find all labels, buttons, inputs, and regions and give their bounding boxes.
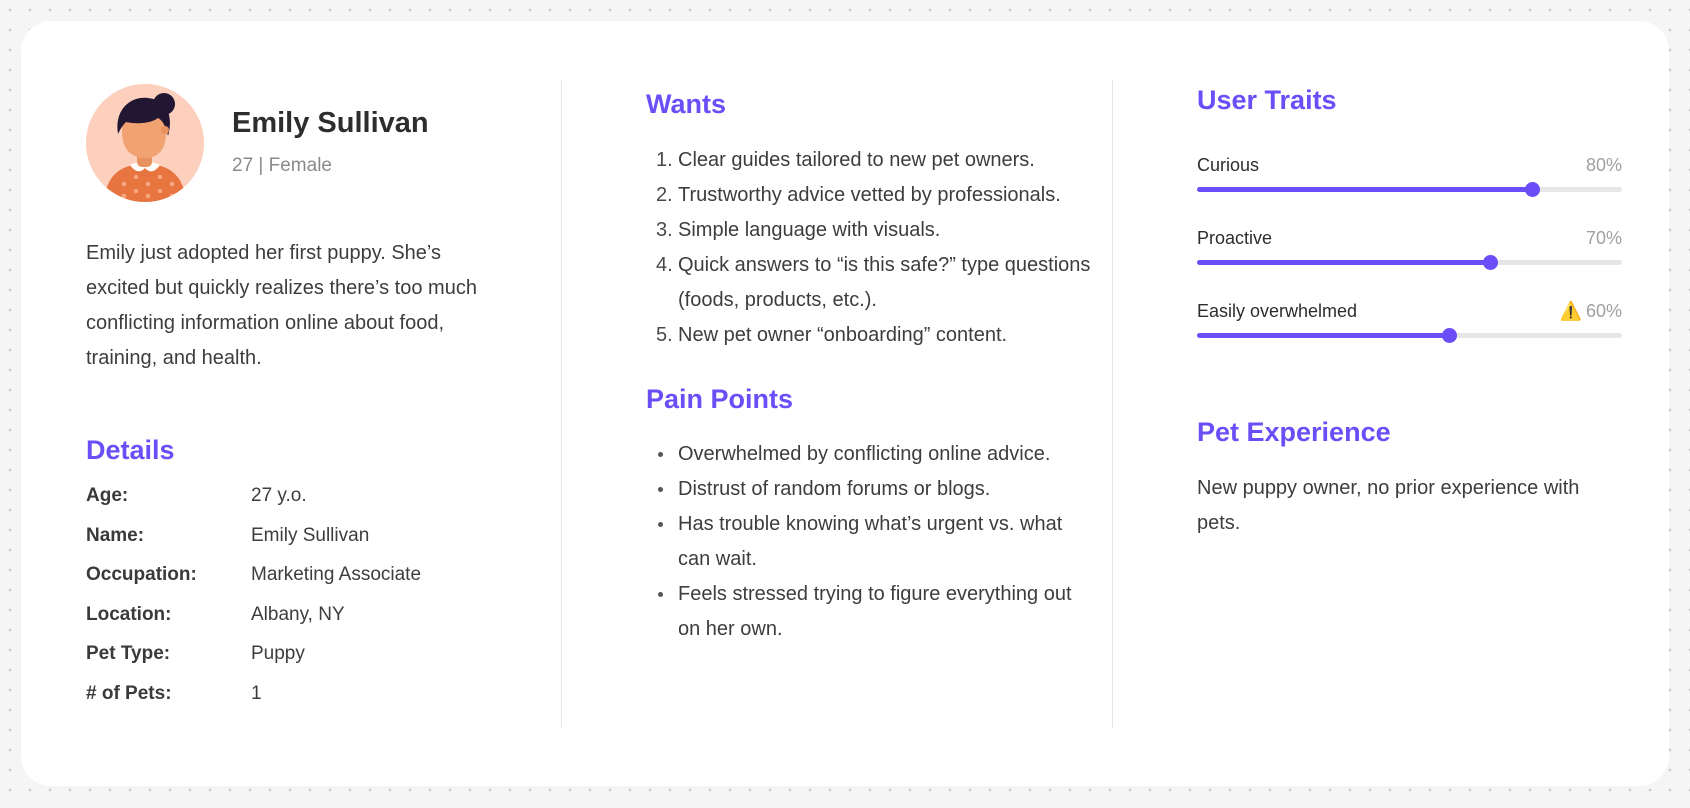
list-item: [678, 577, 1098, 647]
trait-percent: 70%: [1585, 228, 1622, 248]
trait-curious: [1197, 155, 1622, 195]
persona-age-gender: 27 | Female: [232, 155, 332, 176]
detail-label: Location:: [86, 603, 172, 625]
trait-slider-track: [1197, 260, 1622, 265]
list-item-text: New pet owner “onboarding” content.: [678, 324, 1008, 346]
profile-column: [21, 21, 561, 786]
detail-label: Pet Type:: [86, 643, 171, 664]
trait-percent: 60%: [1585, 301, 1622, 321]
list-item-text: Simple language with visuals.: [678, 219, 941, 241]
persona-bio: Emily just adopted her first puppy. She’s excited but quickly realizes there’s too much conflicting information online about food, training, and health.: [86, 242, 477, 369]
detail-value: Puppy: [251, 643, 305, 664]
trait-slider-track: [1197, 187, 1622, 192]
trait-label: Proactive: [1197, 228, 1273, 248]
avatar: [86, 84, 204, 202]
list-item-text: Trustworthy advice vetted by professionals.: [678, 184, 1061, 206]
pet-experience-heading: Pet Experience: [1197, 417, 1391, 447]
trait-label: Curious: [1197, 155, 1260, 175]
list-number: 2.: [656, 184, 673, 206]
trait-proactive: [1197, 228, 1622, 268]
wants-list: [656, 143, 1098, 353]
trait-slider-track: [1197, 333, 1622, 338]
detail-value: Emily Sullivan: [251, 524, 370, 546]
list-number: 4.: [656, 254, 673, 276]
detail-label: Occupation:: [86, 564, 197, 585]
list-item: [678, 437, 1098, 472]
list-item-text: Quick answers to “is this safe?” type questions (foods, products, etc.).: [678, 254, 1091, 311]
user-traits-heading: User Traits: [1197, 85, 1337, 115]
detail-value: 1: [251, 682, 262, 704]
detail-label: Name:: [86, 524, 145, 546]
pet-experience-text: New puppy owner, no prior experience with pets.: [1197, 477, 1580, 534]
detail-value: Marketing Associate: [251, 564, 422, 585]
list-item: [656, 318, 1098, 353]
wants-heading: Wants: [646, 89, 726, 119]
list-number: 3.: [656, 219, 673, 241]
trait-percent: 80%: [1585, 155, 1622, 175]
bullet-icon: [658, 522, 663, 527]
persona-card: [21, 21, 1669, 786]
list-item: [656, 248, 1098, 318]
bullet-icon: [658, 452, 663, 457]
detail-label: Age:: [86, 485, 129, 506]
trait-easily-overwhelmed: [1197, 301, 1622, 341]
list-item: [656, 213, 1098, 248]
list-item-text: Feels stressed trying to figure everything out on her own.: [678, 583, 1072, 640]
trait-slider-fill: [1197, 187, 1533, 192]
trait-slider-fill: [1197, 260, 1490, 265]
list-item-text: Overwhelmed by conflicting online advice.: [678, 443, 1051, 465]
list-item-text: Has trouble knowing what’s urgent vs. what can wait.: [678, 513, 1063, 570]
persona-name: Emily Sullivan: [232, 107, 429, 139]
list-item: [656, 178, 1098, 213]
warning-icon: ⚠️: [1559, 301, 1582, 321]
trait-label: Easily overwhelmed: [1197, 301, 1358, 321]
list-item: [678, 507, 1098, 577]
pain-points-heading: Pain Points: [646, 384, 794, 414]
list-number: 5.: [656, 324, 673, 346]
detail-value: 27 y.o.: [251, 485, 307, 506]
detail-value: Albany, NY: [251, 603, 345, 625]
detail-label: # of Pets:: [86, 682, 172, 704]
woman-avatar-icon: [86, 84, 204, 202]
trait-slider-fill: [1197, 333, 1450, 338]
traits-column: [1113, 21, 1669, 786]
bullet-icon: [658, 592, 663, 597]
list-item-text: Clear guides tailored to new pet owners.: [678, 149, 1035, 171]
list-item: [678, 472, 1098, 507]
trait-percent-wrapper: [1560, 301, 1622, 322]
trait-slider-knob[interactable]: [1525, 182, 1540, 197]
details-heading: Details: [86, 435, 175, 465]
trait-slider-knob[interactable]: [1483, 255, 1498, 270]
trait-slider-knob[interactable]: [1442, 328, 1457, 343]
bullet-icon: [658, 487, 663, 492]
list-item: [656, 143, 1098, 178]
pain-points-list: [678, 437, 1098, 647]
list-item-text: Distrust of random forums or blogs.: [678, 478, 991, 500]
needs-column: [562, 21, 1112, 786]
list-number: 1.: [656, 149, 673, 171]
